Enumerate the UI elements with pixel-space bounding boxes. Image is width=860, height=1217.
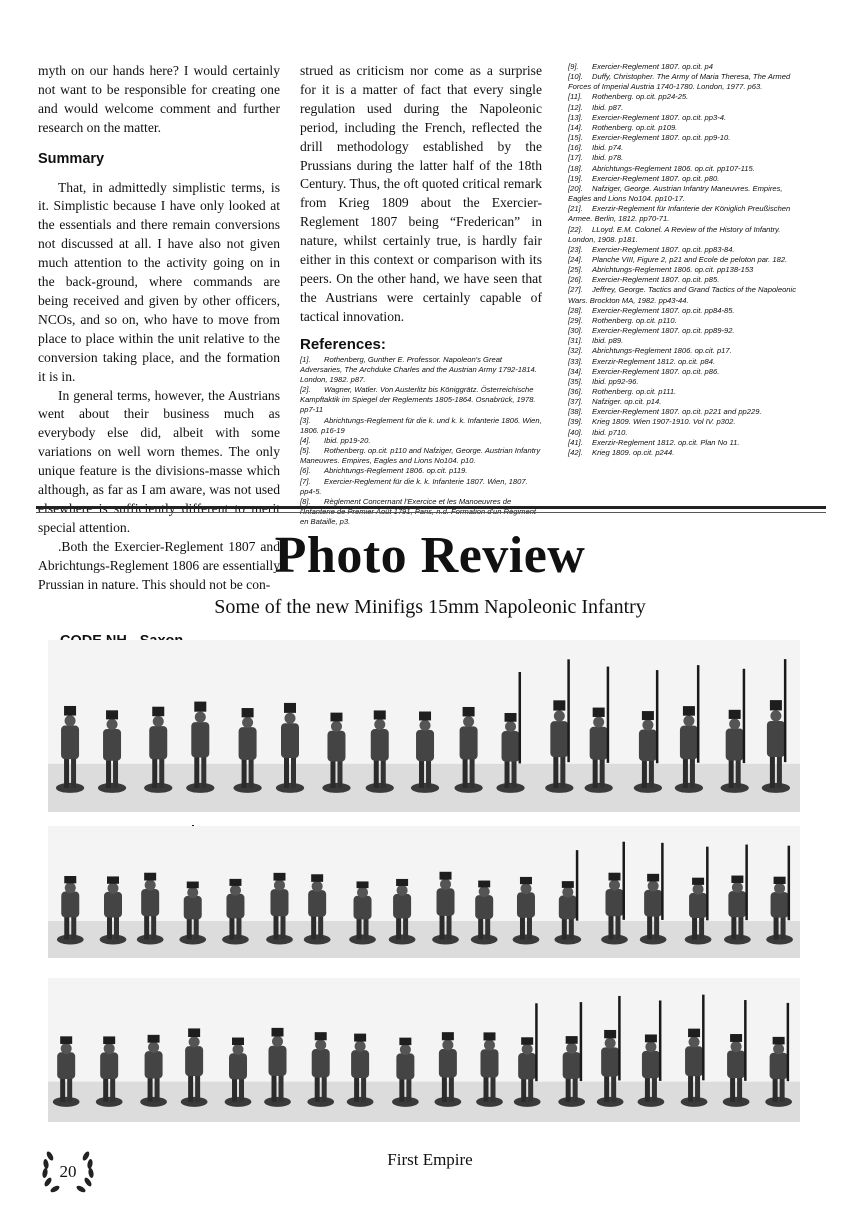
reference-number: [9]. <box>568 62 579 71</box>
reference-text: Exercier-Reglement für die k. k. Infanterie 1807. Wien, 1807. pp4-5. <box>300 476 528 496</box>
reference-text: Krieg 1809. op.cit. p244. <box>592 447 675 457</box>
reference-text: Rothenberg. op.cit. p110 and Nafziger, George. Austrian Infantry Maneuvres. Empires, Eagles and Lions No104. p10. <box>300 446 541 466</box>
reference-text: LLoyd. E.M. Colonel. A Review of the History of Infantry. London, 1908. p181. <box>568 224 781 244</box>
reference-text: Ibid. p89. <box>592 336 624 346</box>
reference-text: Exercier-Reglement 1807. op.cit. p80. <box>592 173 720 183</box>
reference-text: Abrichtungs-Reglement 1806. op.cit. p119. <box>324 466 468 476</box>
column-2 <box>300 62 542 527</box>
reference-text: Abrichtungs-Reglement 1806. op.cit. pp107-115. <box>592 163 755 173</box>
reference-number: [16]. <box>568 143 583 153</box>
reference-number: [14]. <box>568 122 583 132</box>
reference-item <box>568 204 804 224</box>
photo-review-title: Photo Review <box>274 527 586 584</box>
reference-text: Rothenberg, Gunther E. Professor. Napoleon's Great Adversaries, The Archduke Charles and the Austrian Army 1792-1814. London, 1982. p87. <box>300 354 537 384</box>
reference-item <box>568 245 804 255</box>
miniatures-photo-wurtemberg <box>48 826 800 958</box>
col1-paragraph: In general terms, however, the Austrians went about their business much as everybody else did, albeit with some variations on well worn themes. The only unique feature is the divisions-masse which although, as far as I am aware, was not used special attention. <box>38 387 280 535</box>
reference-number: [42]. <box>568 447 583 457</box>
section-divider-thin <box>36 512 826 513</box>
reference-text: Exerzir-Reglement für Infanterie der Königlich Preußischen Armee. Berlin, 1812. pp70-71. <box>568 204 791 224</box>
reference-text: Exercier-Reglement 1807. op.cit. pp3-4. <box>592 112 727 122</box>
reference-number: [41]. <box>568 437 583 447</box>
page-number: 20 <box>59 1162 77 1181</box>
reference-text: Planche VIII, Figure 2, p21 and Ecole de peloton par. 182. <box>592 254 788 264</box>
reference-item <box>300 355 542 385</box>
reference-item <box>568 397 804 407</box>
reference-number: [36]. <box>568 387 583 396</box>
reference-text: Exercier-Reglement 1807. op.cit. pp89-92. <box>592 326 735 336</box>
reference-number: [21]. <box>568 204 583 214</box>
reference-number: [1]. <box>300 354 311 364</box>
reference-number: [23]. <box>568 244 583 254</box>
col1-paragraph: That, in admittedly simplistic terms, is it. Simplistic because I have only looked at the essentials and there remain conversions not discussed at all. I have also not given much attention to the activity going on in the back-ground, where commands are being received and given by other officers, NCOs, and so on, who have to move from place to place within the unit relative to the conversion taking place, and the formation it is in. <box>38 179 280 384</box>
reference-item <box>568 448 804 458</box>
reference-number: [10]. <box>568 72 583 82</box>
reference-number: [31]. <box>568 336 583 346</box>
reference-item <box>568 275 804 285</box>
reference-text: Ibid. p78. <box>592 153 624 163</box>
reference-item <box>300 416 542 436</box>
reference-item <box>568 92 804 102</box>
reference-number: [20]. <box>568 183 583 193</box>
reference-item <box>568 336 804 346</box>
reference-number: [32]. <box>568 346 583 356</box>
reference-number: [25]. <box>568 265 583 275</box>
reference-text: Nafziger. op.cit. p14. <box>592 397 662 407</box>
reference-text: Ibid. p74. <box>592 143 624 153</box>
reference-item <box>568 387 804 397</box>
reference-item <box>568 346 804 356</box>
reference-number: [4]. <box>300 435 311 445</box>
reference-item <box>568 438 804 448</box>
column-1 <box>38 62 280 594</box>
reference-text: Exercier-Reglement 1807. op.cit. p86. <box>592 366 720 376</box>
reference-text: Ibid. p710. <box>592 427 628 437</box>
reference-number: [22]. <box>568 224 583 234</box>
col2-paragraph: strued as criticism nor come as a surprise for it is a matter of fact that every single regulation used during the Napoleonic period, including the French, reflected the drill methodology established by the Prussians during the latter half of the 18th Century. Thus, the oft quoted critical remark from Krieg 1809 about the Exercier-Reglement 1807 being “Frederican” in nature, whilst certainly true, is hardly fair either in this context or comparison with its peers. On the other hand, we have seen that the Austrians were certainly capable of tactical innovation. <box>300 63 542 324</box>
reference-text: Nafziger, George. Austrian Infantry Maneuvres. Empires, Eagles and Lions No104. pp10-17. <box>568 183 783 204</box>
reference-number: [28]. <box>568 305 583 315</box>
reference-item <box>300 466 542 476</box>
reference-number: [24]. <box>568 254 583 264</box>
reference-number: [37]. <box>568 397 583 407</box>
reference-item <box>568 255 804 265</box>
reference-item <box>568 72 804 92</box>
reference-item <box>300 436 542 446</box>
reference-item <box>568 357 804 367</box>
reference-item <box>568 225 804 245</box>
reference-number: [2]. <box>300 385 311 395</box>
reference-item <box>568 113 804 123</box>
reference-item <box>568 316 804 326</box>
reference-text: Ibid. pp19-20. <box>324 435 371 445</box>
reference-item <box>568 306 804 316</box>
reference-number: [39]. <box>568 417 583 427</box>
references-list-a <box>300 355 542 528</box>
reference-number: [34]. <box>568 366 583 376</box>
reference-item <box>568 367 804 377</box>
reference-item <box>568 103 804 113</box>
reference-item <box>568 407 804 417</box>
reference-number: [29]. <box>568 315 583 325</box>
reference-number: [30]. <box>568 326 583 336</box>
reference-number: [6]. <box>300 466 311 476</box>
reference-item <box>300 477 542 497</box>
summary-heading: Summary <box>38 150 105 167</box>
reference-number: [15]. <box>568 133 583 143</box>
reference-text: Exerzir-Reglement 1812. op.cit. Plan No 11. <box>592 437 740 447</box>
reference-item <box>568 153 804 163</box>
reference-number: [13]. <box>568 112 583 122</box>
reference-number: [11]. <box>568 92 583 102</box>
references-list-b <box>568 62 804 458</box>
reference-text: Exercier-Reglement 1807. op.cit. p85. <box>592 275 720 285</box>
reference-number: [3]. <box>300 415 311 425</box>
reference-item <box>568 265 804 275</box>
reference-text: Rothenberg. op.cit. pp24-25. <box>592 92 689 102</box>
reference-number: [27]. <box>568 285 583 295</box>
reference-text: Duffy, Christopher. The Army of Maria Theresa, The Armed Forces of Imperial Austria 1740-1780. London, 1977. p63. <box>568 72 791 92</box>
col1-paragraph: myth on our hands here? I would certainly not want to be responsible for creating one and would welcome comment and further research on the matter. <box>38 63 280 135</box>
reference-text: Exercier-Reglement 1807. op.cit. p4 <box>592 62 714 71</box>
miniatures-photo-austrian <box>48 978 800 1122</box>
reference-text: Abrichtungs-Reglement für die k. und k. k. Infanterie 1806. Wien, 1806. p16-19 <box>300 415 542 435</box>
reference-text: Wagner, Watler. Von Austerlitz bis Königgrätz. Österreichische Kampftaktik im Spiegel der Reglements 1805-1864. Osnabrück, 1978. pp7-11 <box>300 385 536 415</box>
reference-text: Exercier-Reglement 1807. op.cit. pp9-10. <box>592 133 731 143</box>
section-divider <box>36 506 826 509</box>
reference-text: Ibid. pp92-96. <box>592 376 639 386</box>
reference-text: Exerzir-Reglement 1812. op.cit. p84. <box>592 356 716 366</box>
col1-paragraph: .Both the Exercier-Reglement 1807 and Abrichtungs-Reglement 1806 are essentially Prussian in nature. This should not be con- <box>38 538 280 592</box>
reference-number: [33]. <box>568 356 583 366</box>
reference-number: [38]. <box>568 407 583 417</box>
publication-title: First Empire <box>387 1150 473 1169</box>
reference-item <box>568 62 804 72</box>
reference-item <box>568 133 804 143</box>
reference-text: Exercier-Reglement 1807. op.cit. pp84-85. <box>592 305 735 315</box>
photo-review-subtitle: Some of the new Minifigs 15mm Napoleonic Infantry <box>214 596 646 618</box>
reference-number: [8]. <box>300 496 311 506</box>
reference-number: [7]. <box>300 476 311 486</box>
reference-item <box>568 164 804 174</box>
reference-number: [18]. <box>568 163 583 173</box>
reference-item <box>568 326 804 336</box>
reference-number: [26]. <box>568 275 583 285</box>
reference-item <box>568 184 804 204</box>
reference-text: Rothenberg. op.cit. p110. <box>592 315 677 325</box>
reference-item <box>568 174 804 184</box>
reference-text: Abrichtungs-Reglement 1806. op.cit. p17. <box>592 346 732 356</box>
references-heading: References: <box>300 335 386 353</box>
reference-text: Rothenberg. op.cit. p109. <box>592 122 678 132</box>
reference-number: [19]. <box>568 173 583 183</box>
reference-text: Rothenberg. op.cit. p111. <box>592 387 677 396</box>
reference-text: Ibid. p87. <box>592 102 624 112</box>
reference-number: [17]. <box>568 153 583 163</box>
reference-number: [40]. <box>568 427 583 437</box>
reference-number: [5]. <box>300 446 311 456</box>
reference-item <box>568 417 804 427</box>
reference-item <box>568 143 804 153</box>
reference-number: [12]. <box>568 102 583 112</box>
reference-item <box>568 377 804 387</box>
reference-item <box>300 385 542 415</box>
reference-text: Règlement Concernant l'Exercice et les Manoeuvres de en Bataille, p3. <box>300 496 512 527</box>
miniatures-photo-saxon <box>48 640 800 812</box>
reference-item <box>568 285 804 305</box>
reference-number: [35]. <box>568 376 583 386</box>
reference-text: Exercier-Reglement 1807. op.cit. pp83-84. <box>592 244 735 254</box>
reference-text: Exercier-Reglement 1807. op.cit. p221 and pp229. <box>592 407 762 417</box>
reference-text: Abrichtungs-Reglement 1806. op.cit. pp138-153 <box>592 265 754 275</box>
reference-item <box>568 123 804 133</box>
reference-text: Krieg 1809. Wien 1907-1910. Vol IV. p302. <box>592 417 736 427</box>
reference-item <box>568 428 804 438</box>
reference-item <box>300 446 542 466</box>
reference-text: Jeffrey, George. Tactics and Grand Tactics of the Napoleonic Wars. Brockton MA, 1982. pp43-44. <box>568 285 797 305</box>
